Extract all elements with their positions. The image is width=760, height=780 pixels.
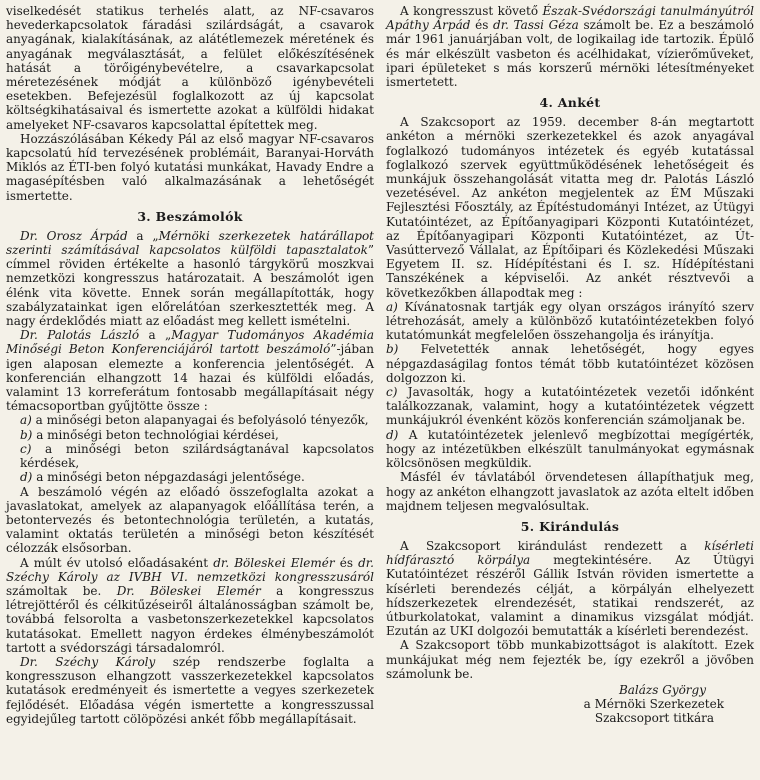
paragraph: Hozzászólásában Kékedy Pál az első magyar NF-csavaros kapcsolatú híd tervezésének problémáit, Baranyai-Horváth Miklós az ÉTI-ben folyó kutatási munkákat, Havady Endre a magasépítésben való alkalmazásának a lehetőségét ismertette. bbox=[6, 131, 374, 203]
author-name: Dr. Böleskei Elemér bbox=[116, 583, 261, 598]
list-text: Javasolták, hogy a kutatóintézetek vezetői időnként találkozzanak, valamint, hogy a kutatóintézetek végzett munkájukról évenként közös konferencián számoljanak be. bbox=[386, 385, 754, 428]
left-column bbox=[6, 4, 374, 780]
signature-role: a Mérnöki Szerkezetek bbox=[583, 696, 724, 711]
text-span: szép rendszerbe foglalta a kongresszuson elhangzott vasszerkezetekkel kapcsolatos kutatások eredményeit és ismertette a vegyes szerkezetek fejlődését. Előadása végén ismertette a kongresszussal egyidejűleg tartott cölöpözési ankét főbb megállapításait. bbox=[6, 654, 374, 726]
list-letter: d) bbox=[386, 427, 399, 442]
list-text: A kutatóintézetek jelenlevő megbízottai megígérték, hogy az intézetükben elkészült tanulmányokat egymásnak kölcsönösen megküldik. bbox=[386, 427, 754, 471]
paragraph bbox=[6, 556, 374, 655]
author-name: Dr. Palotás László bbox=[20, 328, 140, 343]
text-span: a kongresszus létrejöttéről és célkitűzéseiről általánosságban számolt be, továbbá felsorolta a vasbetonszerkezetekkel kapcsolatos kutatásokat. Emellett nagyon érdekes élménybeszámolót tartott a svédországi társadalomról. bbox=[6, 583, 374, 655]
topic-list bbox=[6, 413, 374, 484]
author-name: Dr. Orosz Árpád bbox=[20, 228, 128, 243]
paragraph: viselkedését statikus terhelés alatt, az NF-csavaros hevederkapcsolatok fáradási szilárdságát, a csavarok anyagának, kialakításának, az alátétlemezek méretének és anyagának megválasztását, a felület előkészítésének hatását a törőigénybevételre, a csavarkapcsolat méretezésének módját a különböző igénybevételi esetekben. Befejezésül foglalkozott az új kapcsolat költségkihatásaival és ismertette azokat a külföldi hidakat amelyeket NF-csavaros kapcsolattal építettek meg. bbox=[6, 4, 374, 132]
text-span: számoltak be. bbox=[6, 583, 117, 598]
paragraph: A beszámoló végén az előadó összefoglalta azokat a javaslatokat, amelyek az alapanyagok előállítása terén, a betontervezés és betontechnológia területén, a kutatás, valamint oktatás területén a minőségi beton készítését célozzák elsősorban. bbox=[6, 484, 374, 556]
list-item bbox=[386, 428, 754, 471]
list-letter: c) bbox=[386, 385, 398, 400]
text-span: A kongresszust követő bbox=[400, 4, 543, 18]
text-span: ” címmel röviden értékelte a hasonló tárgykörű moszkvai nemzetközi kongresszus határozatait. A beszámolót igen élénk vita követte. Ennek során megállapították, hogy szabályzatainkat igen előrelátóan szerkesztették meg. A nagy érdeklődés miatt az előadást meg kellett ismételni. bbox=[6, 243, 374, 329]
list-text: a minőségi beton alapanyagai és befolyásoló tényezők, bbox=[31, 413, 369, 428]
talk-title: Magyar Tudományos Akadémia Minőségi Beton Konferenciájáról tartott beszámoló bbox=[6, 328, 374, 357]
agreement-list bbox=[386, 300, 754, 470]
text-span: megtekintésére. Az Útügyi Kutatóintézet részéről Gállik István röviden ismertette a kísérleti berendezés célját, a körpályán elhelyezett hídszerkezetek elrendezését, statikai rendszerét, az útburkolatokat, valamint a dinamikus vizsgálat módját. Ezután az UKI dolgozói bemutatták a kísérleti berendezést. bbox=[386, 553, 755, 639]
text-span: a „ bbox=[127, 228, 159, 243]
text-span: a „ bbox=[139, 328, 172, 343]
list-letter: d) bbox=[20, 470, 33, 485]
paragraph: A Szakcsoport több munkabizottságot is alakított. Ezek munkájukat még nem fejezték be, így ezekről a jövőben számolunk be. bbox=[386, 638, 754, 681]
list-text: Felvetették annak lehetőségét, hogy egyes népgazdaságilag fontos témát több kutatóintézet közösen dolgozzon ki. bbox=[386, 342, 754, 385]
paragraph bbox=[6, 229, 374, 328]
list-item bbox=[6, 428, 374, 442]
talk-title: kísérleti hídfárasztó körpálya bbox=[386, 538, 754, 568]
list-letter: a) bbox=[20, 413, 32, 428]
signature-block bbox=[386, 683, 754, 725]
talk-title: Mérnöki szerkezetek határállapot szerinti számításával kapcsolatos külföldi tapasztalatok bbox=[6, 228, 375, 258]
author-name: dr. Böleskei Elemér bbox=[213, 555, 335, 570]
text-span: ”-jában igen alaposan elemezte a konferencia jelentőségét. A konferencián elhangzott 14 hazai és külföldi előadás, valamint 13 korreferátum fontosabb megállapításait négy témacsoportban gyűjtötte össze : bbox=[6, 342, 374, 414]
paragraph bbox=[6, 328, 374, 413]
paragraph: A Szakcsoport az 1959. december 8-án megtartott ankéton a mérnöki szerkezetekkel és azok anyagával foglalkozó tudományos intézetek és egyéb kutatással foglalkozó szervek együttműködésének lehetőségeit és munkájuk összehangolását vitatta meg dr. Palotás László vezetésével. Az ankéton megjelentek az ÉM Műszaki Fejlesztési Főosztály, az Építéstudományi Intézet, az Útügyi Kutatóintézet, az Építőanyagipari Központi Kutatóintézet, az Építőanyagipari Központi Kutatóintézet, az Út- Vasúttervező Vállalat, az Építőipari és Közlekedési Műszaki Egyetem II. sz. Hídépítéstani és I. sz. Hídépítéstani Tanszékének a képviselői. Az ankét résztvevői a következőkben állapodtak meg : bbox=[386, 115, 754, 300]
text-span: A Szakcsoport kirándulást rendezett a bbox=[400, 538, 705, 553]
talk-title: Észak-Svédországi tanulmányútról Apáthy Árpád bbox=[386, 4, 755, 33]
talk-title: dr. Széchy Károly az IVBH VI. nemzetközi kongresszusáról bbox=[6, 555, 374, 584]
paragraph: Másfél év távlatából örvendetesen állapíthatjuk meg, hogy az ankéton elhangzott javaslatok az azóta eltelt időben majdnem teljesen megvalósultak. bbox=[386, 470, 754, 513]
section-heading-anket: 4. Ankét bbox=[539, 95, 601, 111]
list-letter: b) bbox=[386, 342, 399, 357]
list-item bbox=[386, 300, 754, 343]
list-text: Kívánatosnak tartják egy olyan országos irányító szerv létrehozását, amely a különböző kutatóintézetekben folyó kutatómunkát megfelelően összehangolja és irányítja. bbox=[386, 299, 754, 343]
list-letter: b) bbox=[20, 427, 33, 442]
list-text: a minőségi beton népgazdasági jelentősége. bbox=[32, 470, 305, 485]
section-heading-beszamolok: 3. Beszámolók bbox=[137, 208, 243, 224]
text-span: A múlt év utolsó előadásaként bbox=[20, 555, 214, 570]
list-item bbox=[386, 342, 754, 385]
signature-name: Balázs György bbox=[618, 682, 706, 697]
text-span: és bbox=[334, 555, 359, 570]
list-item bbox=[386, 385, 754, 428]
paragraph bbox=[6, 655, 374, 726]
text-span: és bbox=[470, 18, 494, 33]
list-letter: c) bbox=[20, 441, 32, 456]
paragraph bbox=[386, 539, 754, 638]
list-item bbox=[6, 413, 374, 427]
section-heading-kirandulas: 5. Kirándulás bbox=[520, 518, 620, 534]
paragraph bbox=[386, 4, 754, 89]
signature-role: Szakcsoport titkára bbox=[594, 710, 714, 725]
author-name: Dr. Széchy Károly bbox=[20, 654, 156, 669]
list-item bbox=[6, 470, 374, 484]
right-column bbox=[386, 4, 754, 780]
list-text: a minőségi beton technológiai kérdései, bbox=[32, 427, 279, 442]
text-span: számolt be. Ez a beszámoló már 1961 januárjában volt, de logikailag ide tartozik. Épülő és már elkészült vasbeton és acélhidakat, vízierőműveket, ipari épületeket s más korszerű mérnöki létesítményeket ismertetett. bbox=[386, 18, 755, 90]
list-text: a minőségi beton szilárdságtanával kapcsolatos kérdések, bbox=[20, 441, 374, 471]
list-item bbox=[6, 442, 374, 470]
author-name: dr. Tassi Géza bbox=[493, 18, 579, 33]
list-letter: a) bbox=[386, 299, 398, 314]
